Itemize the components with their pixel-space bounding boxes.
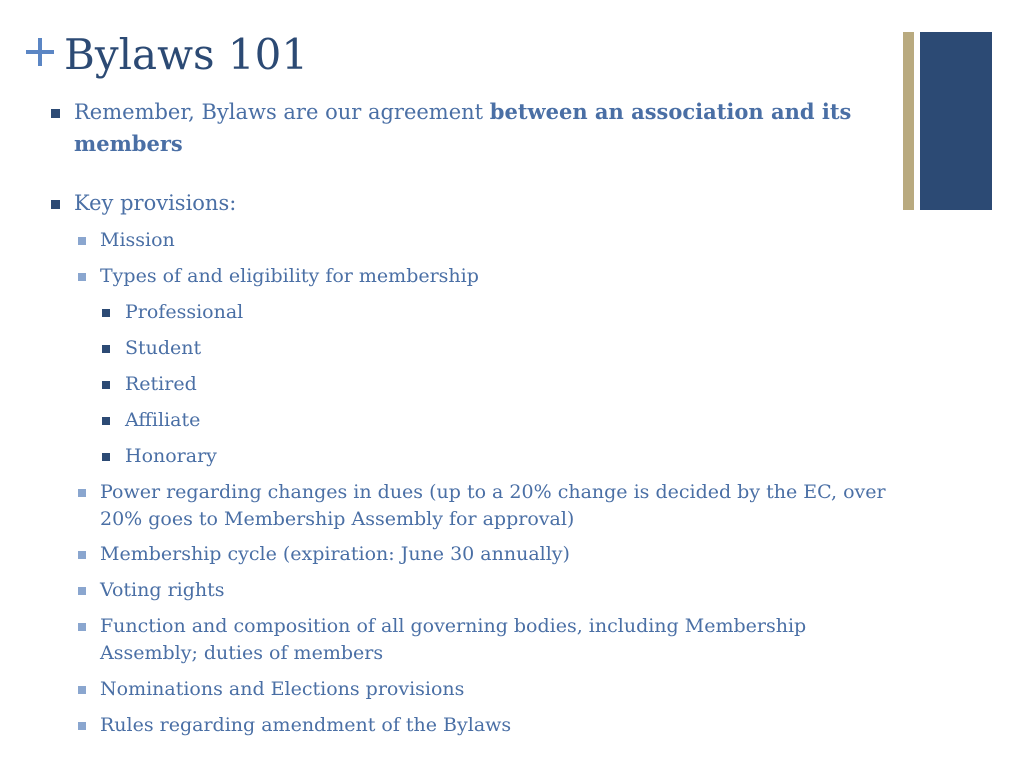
bullet-remember-bold: between an association and its members [74, 99, 852, 156]
bullet-square-icon [102, 417, 110, 425]
bullet-square-icon [102, 381, 110, 389]
bullet-square-icon [78, 237, 86, 245]
slide-title: Bylaws 101 [64, 30, 309, 79]
provision-item: Voting rights [100, 579, 225, 601]
provision-item: Function and composition of all governing bodies, including Membership Assembly; duties of members [100, 615, 807, 664]
membership-type-item: Affiliate [125, 409, 201, 431]
bullet-square-icon [51, 109, 60, 118]
bullet-square-icon [78, 686, 86, 694]
bullet-square-icon [78, 587, 86, 595]
membership-type-item: Honorary [125, 445, 217, 467]
membership-type-item: Retired [125, 373, 197, 395]
bullet-square-icon [102, 309, 110, 317]
bullet-square-icon [78, 273, 86, 281]
provision-item: Rules regarding amendment of the Bylaws [100, 714, 512, 736]
provision-item: Nominations and Elections provisions [100, 678, 465, 700]
bullet-remember-text: Remember, Bylaws are our agreement [74, 100, 490, 124]
provision-item: Membership cycle (expiration: June 30 annually) [100, 543, 570, 565]
bullet-square-icon [102, 453, 110, 461]
bullet-square-icon [78, 722, 86, 730]
bullet-square-icon [51, 200, 60, 209]
membership-type-item: Professional [125, 301, 244, 323]
bullet-square-icon [78, 551, 86, 559]
bullet-square-icon [78, 489, 86, 497]
provision-item: Mission [100, 229, 175, 251]
bullet-square-icon [102, 345, 110, 353]
provision-item: Power regarding changes in dues (up to a 20% change is decided by the EC, over 20% goes to Membership Assembly for approval) [100, 481, 886, 530]
provision-item: Types of and eligibility for membership [100, 265, 479, 287]
bullet-key-provisions: Key provisions: [74, 191, 237, 215]
bullet-square-icon [78, 623, 86, 631]
bullet-remember [74, 96, 894, 160]
membership-type-item: Student [125, 337, 202, 359]
